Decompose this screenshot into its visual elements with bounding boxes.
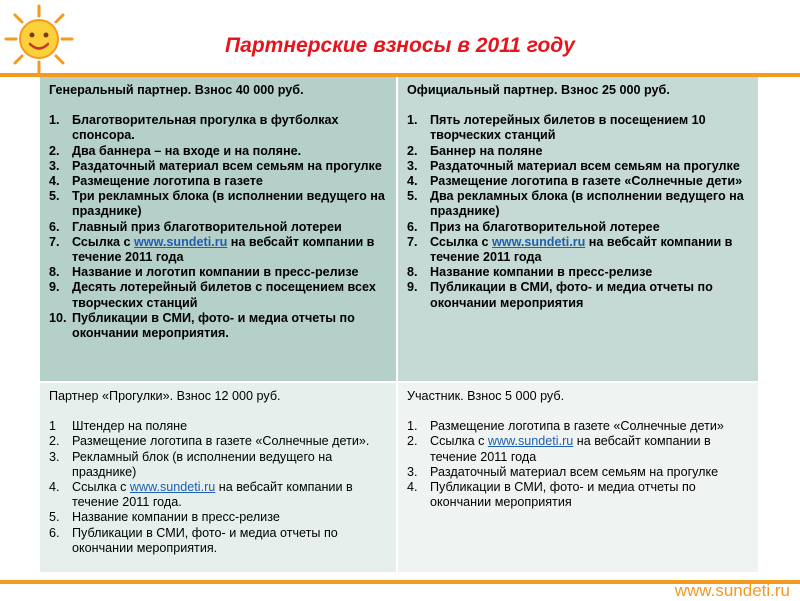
list-item [407, 174, 752, 189]
list-item [49, 280, 390, 310]
list-item [49, 235, 390, 265]
item-number: 10. [49, 310, 67, 325]
item-number: 3. [407, 158, 418, 173]
item-number: 6. [49, 525, 60, 540]
item-text: на вебсайт компании в течение 2011 года [72, 234, 375, 265]
benefits-list [407, 419, 752, 510]
list-item [407, 419, 752, 434]
item-number: 4. [407, 480, 418, 495]
list-item [49, 174, 390, 189]
item-text: Публикации в СМИ, фото- и медиа отчеты по окончании мероприятия. [72, 310, 355, 341]
item-text: Ссылка с [430, 234, 492, 249]
item-number: 1. [407, 113, 418, 128]
item-text: Главный приз благотворительной лотереи [72, 219, 342, 234]
list-item [407, 465, 752, 480]
list-item [407, 280, 752, 310]
list-item [49, 159, 390, 174]
item-text: на вебсайт компании в течение 2011 года [430, 234, 733, 265]
page-title: Партнерские взносы в 2011 году [225, 34, 575, 57]
item-number: 2. [49, 434, 60, 449]
item-text: Название компании в пресс-релизе [430, 265, 653, 280]
footer-website-link[interactable]: www.sundeti.ru [674, 581, 790, 600]
item-text: Публикации в СМИ, фото- и медиа отчеты по окончании мероприятия. [72, 525, 338, 555]
item-text: Приз на благотворительной лотерее [430, 219, 660, 234]
item-text: Размещение логотипа в газете [72, 174, 263, 189]
benefits-list [49, 113, 390, 341]
item-number: 3. [407, 464, 418, 479]
cell-title: Партнер «Прогулки». Взнос 12 000 руб. [49, 389, 281, 403]
item-text: Два баннера – на входе и на поляне. [72, 143, 302, 158]
item-text: на вебсайт компании в течение 2011 года [430, 434, 711, 464]
list-item [49, 419, 390, 434]
item-text: Раздаточный материал всем семьям на прогулке [430, 464, 719, 479]
sundeti-link[interactable]: www.sundeti.ru [134, 234, 228, 249]
item-text: Штендер на поляне [72, 419, 188, 434]
sundeti-link[interactable]: www.sundeti.ru [487, 434, 574, 449]
item-number: 5. [49, 510, 60, 525]
list-item [49, 189, 390, 219]
cell-title: Генеральный партнер. Взнос 40 000 руб. [49, 83, 304, 97]
item-number: 7. [407, 234, 418, 249]
list-item [49, 510, 390, 525]
item-number: 2. [407, 434, 418, 449]
list-item [49, 265, 390, 280]
item-text: Баннер на поляне [430, 143, 543, 158]
item-text: Размещение логотипа в газете «Солнечные дети» [430, 174, 743, 189]
item-number: 5. [407, 189, 418, 204]
item-number: 9. [407, 280, 418, 295]
item-number: 4. [407, 174, 418, 189]
sundeti-link[interactable]: www.sundeti.ru [129, 480, 216, 495]
list-item [407, 144, 752, 159]
list-item [407, 434, 752, 464]
item-number: 8. [49, 265, 60, 280]
item-number: 3. [49, 158, 60, 173]
benefits-list [49, 419, 390, 556]
item-text: Ссылка с [430, 434, 488, 449]
list-item [49, 113, 390, 143]
item-number: 6. [49, 219, 60, 234]
item-number: 1. [49, 113, 60, 128]
item-text: Пять лотерейных билетов в посещением 10 творческих станций [430, 113, 706, 143]
item-text: Раздаточный материал всем семьям на прогулке [72, 158, 382, 173]
item-number: 6. [407, 219, 418, 234]
item-text: Размещение логотипа в газете «Солнечные дети» [430, 419, 724, 434]
item-text: Ссылка с [72, 234, 134, 249]
partners-table [40, 77, 760, 574]
item-text: Два рекламных блока (в исполнении ведущего на празднике) [430, 189, 744, 219]
list-item [49, 450, 390, 480]
item-text: Размещение логотипа в газете «Солнечные дети». [72, 434, 370, 449]
list-item [49, 526, 390, 556]
item-number: 2. [407, 143, 418, 158]
list-item [49, 480, 390, 510]
item-number: 5. [49, 189, 60, 204]
list-item [49, 434, 390, 449]
item-text: Публикации в СМИ, фото- и медиа отчеты по окончании мероприятия [430, 280, 713, 310]
list-item [407, 113, 752, 143]
official-partner-cell [398, 77, 760, 383]
item-text: Раздаточный материал всем семьям на прогулке [430, 158, 740, 173]
item-number: 4. [49, 174, 60, 189]
participant-cell [398, 383, 760, 574]
item-text: Название компании в пресс-релизе [72, 510, 280, 525]
item-text: Публикации в СМИ, фото- и медиа отчеты по окончании мероприятия [430, 480, 696, 510]
list-item [407, 159, 752, 174]
sundeti-link[interactable]: www.sundeti.ru [492, 234, 586, 249]
item-number: 8. [407, 265, 418, 280]
list-item [407, 480, 752, 510]
cell-title: Участник. Взнос 5 000 руб. [407, 389, 565, 403]
item-number: 3. [49, 449, 60, 464]
item-text: Ссылка с [72, 480, 130, 495]
item-number: 9. [49, 280, 60, 295]
item-number: 2. [49, 143, 60, 158]
walk-partner-cell [40, 383, 398, 574]
item-text: на вебсайт компании в течение 2011 года. [72, 480, 353, 510]
list-item [49, 220, 390, 235]
item-text: Десять лотерейный билетов с посещением всех творческих станций [72, 280, 376, 310]
item-text: Рекламный блок (в исполнении ведущего на празднике) [72, 449, 333, 479]
list-item [407, 265, 752, 280]
item-number: 7. [49, 234, 60, 249]
item-text: Три рекламных блока (в исполнении ведущего на празднике) [72, 189, 385, 219]
item-number: 4. [49, 480, 60, 495]
list-item [407, 220, 752, 235]
item-number: 1. [407, 419, 418, 434]
list-item [49, 144, 390, 159]
item-number: 1 [49, 419, 57, 434]
benefits-list [407, 113, 752, 311]
item-text: Благотворительная прогулка в футболках спонсора. [72, 113, 339, 143]
item-text: Название и логотип компании в пресс-релизе [72, 265, 359, 280]
general-partner-cell [40, 77, 398, 383]
cell-title: Официальный партнер. Взнос 25 000 руб. [407, 83, 670, 97]
list-item [407, 235, 752, 265]
list-item [49, 311, 390, 341]
list-item [407, 189, 752, 219]
